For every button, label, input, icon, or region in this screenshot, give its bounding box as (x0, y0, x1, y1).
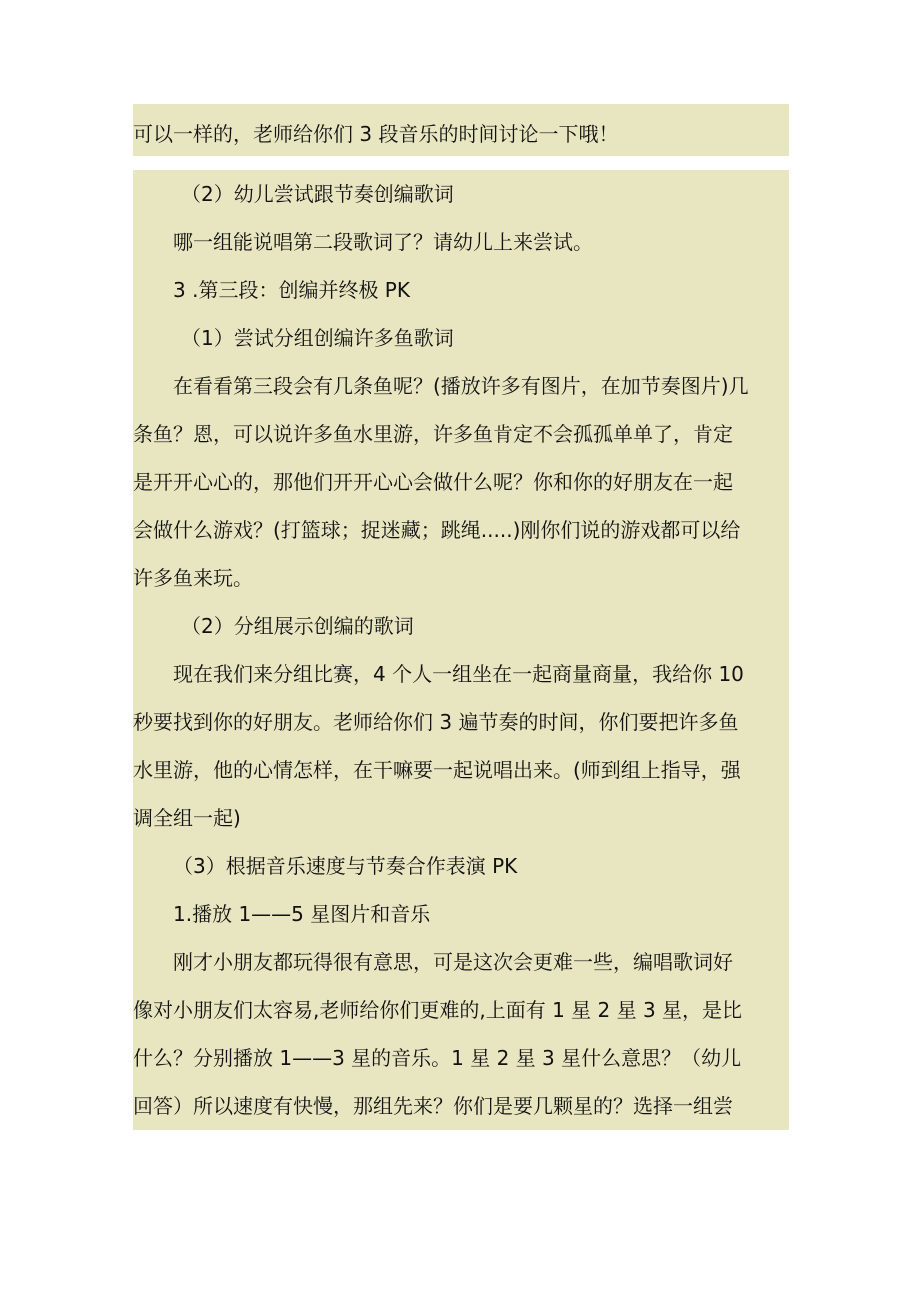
section-heading: （1）尝试分组创编许多鱼歌词 (133, 314, 789, 362)
text-line: 哪一组能说唱第二段歌词了？请幼儿上来尝试。 (133, 218, 789, 266)
section-heading: （3）根据音乐速度与节奏合作表演 PK (133, 842, 789, 890)
text-line: 现在我们来分组比赛，4 个人一组坐在一起商量商量，我给你 10 (133, 650, 789, 698)
text-line: 调全组一起) (133, 794, 789, 842)
text-line: 刚才小朋友都玩得很有意思，可是这次会更难一些，编唱歌词好 (133, 938, 789, 986)
text-line: 许多鱼来玩。 (133, 554, 789, 602)
text-line: 什么？分别播放 1——3 星的音乐。1 星 2 星 3 星什么意思？（幼儿 (133, 1034, 789, 1082)
text-line: 可以一样的，老师给你们 3 段音乐的时间讨论一下哦！ (133, 104, 789, 156)
text-line: 秒要找到你的好朋友。老师给你们 3 遍节奏的时间，你们要把许多鱼 (133, 698, 789, 746)
section-heading: （2）分组展示创编的歌词 (133, 602, 789, 650)
line-spacer (133, 156, 789, 170)
text-line: 是开开心心的，那他们开开心心会做什么呢？你和你的好朋友在一起 (133, 458, 789, 506)
text-line: 像对小朋友们太容易,老师给你们更难的,上面有 1 星 2 星 3 星，是比 (133, 986, 789, 1034)
text-line: 在看看第三段会有几条鱼呢？(播放许多有图片，在加节奏图片)几 (133, 362, 789, 410)
section-heading: 3 .第三段：创编并终极 PK (133, 266, 789, 314)
section-heading: （2）幼儿尝试跟节奏创编歌词 (133, 170, 789, 218)
text-line: 水里游，他的心情怎样，在干嘛要一起说唱出来。(师到组上指导，强 (133, 746, 789, 794)
text-line: 条鱼？恩，可以说许多鱼水里游，许多鱼肯定不会孤孤单单了，肯定 (133, 410, 789, 458)
document-page (133, 104, 789, 1130)
text-line: 会做什么游戏？(打篮球；捉迷藏；跳绳.....)刚你们说的游戏都可以给 (133, 506, 789, 554)
section-heading: 1.播放 1——5 星图片和音乐 (133, 890, 789, 938)
text-line: 回答）所以速度有快慢，那组先来？你们是要几颗星的？选择一组尝 (133, 1082, 789, 1130)
